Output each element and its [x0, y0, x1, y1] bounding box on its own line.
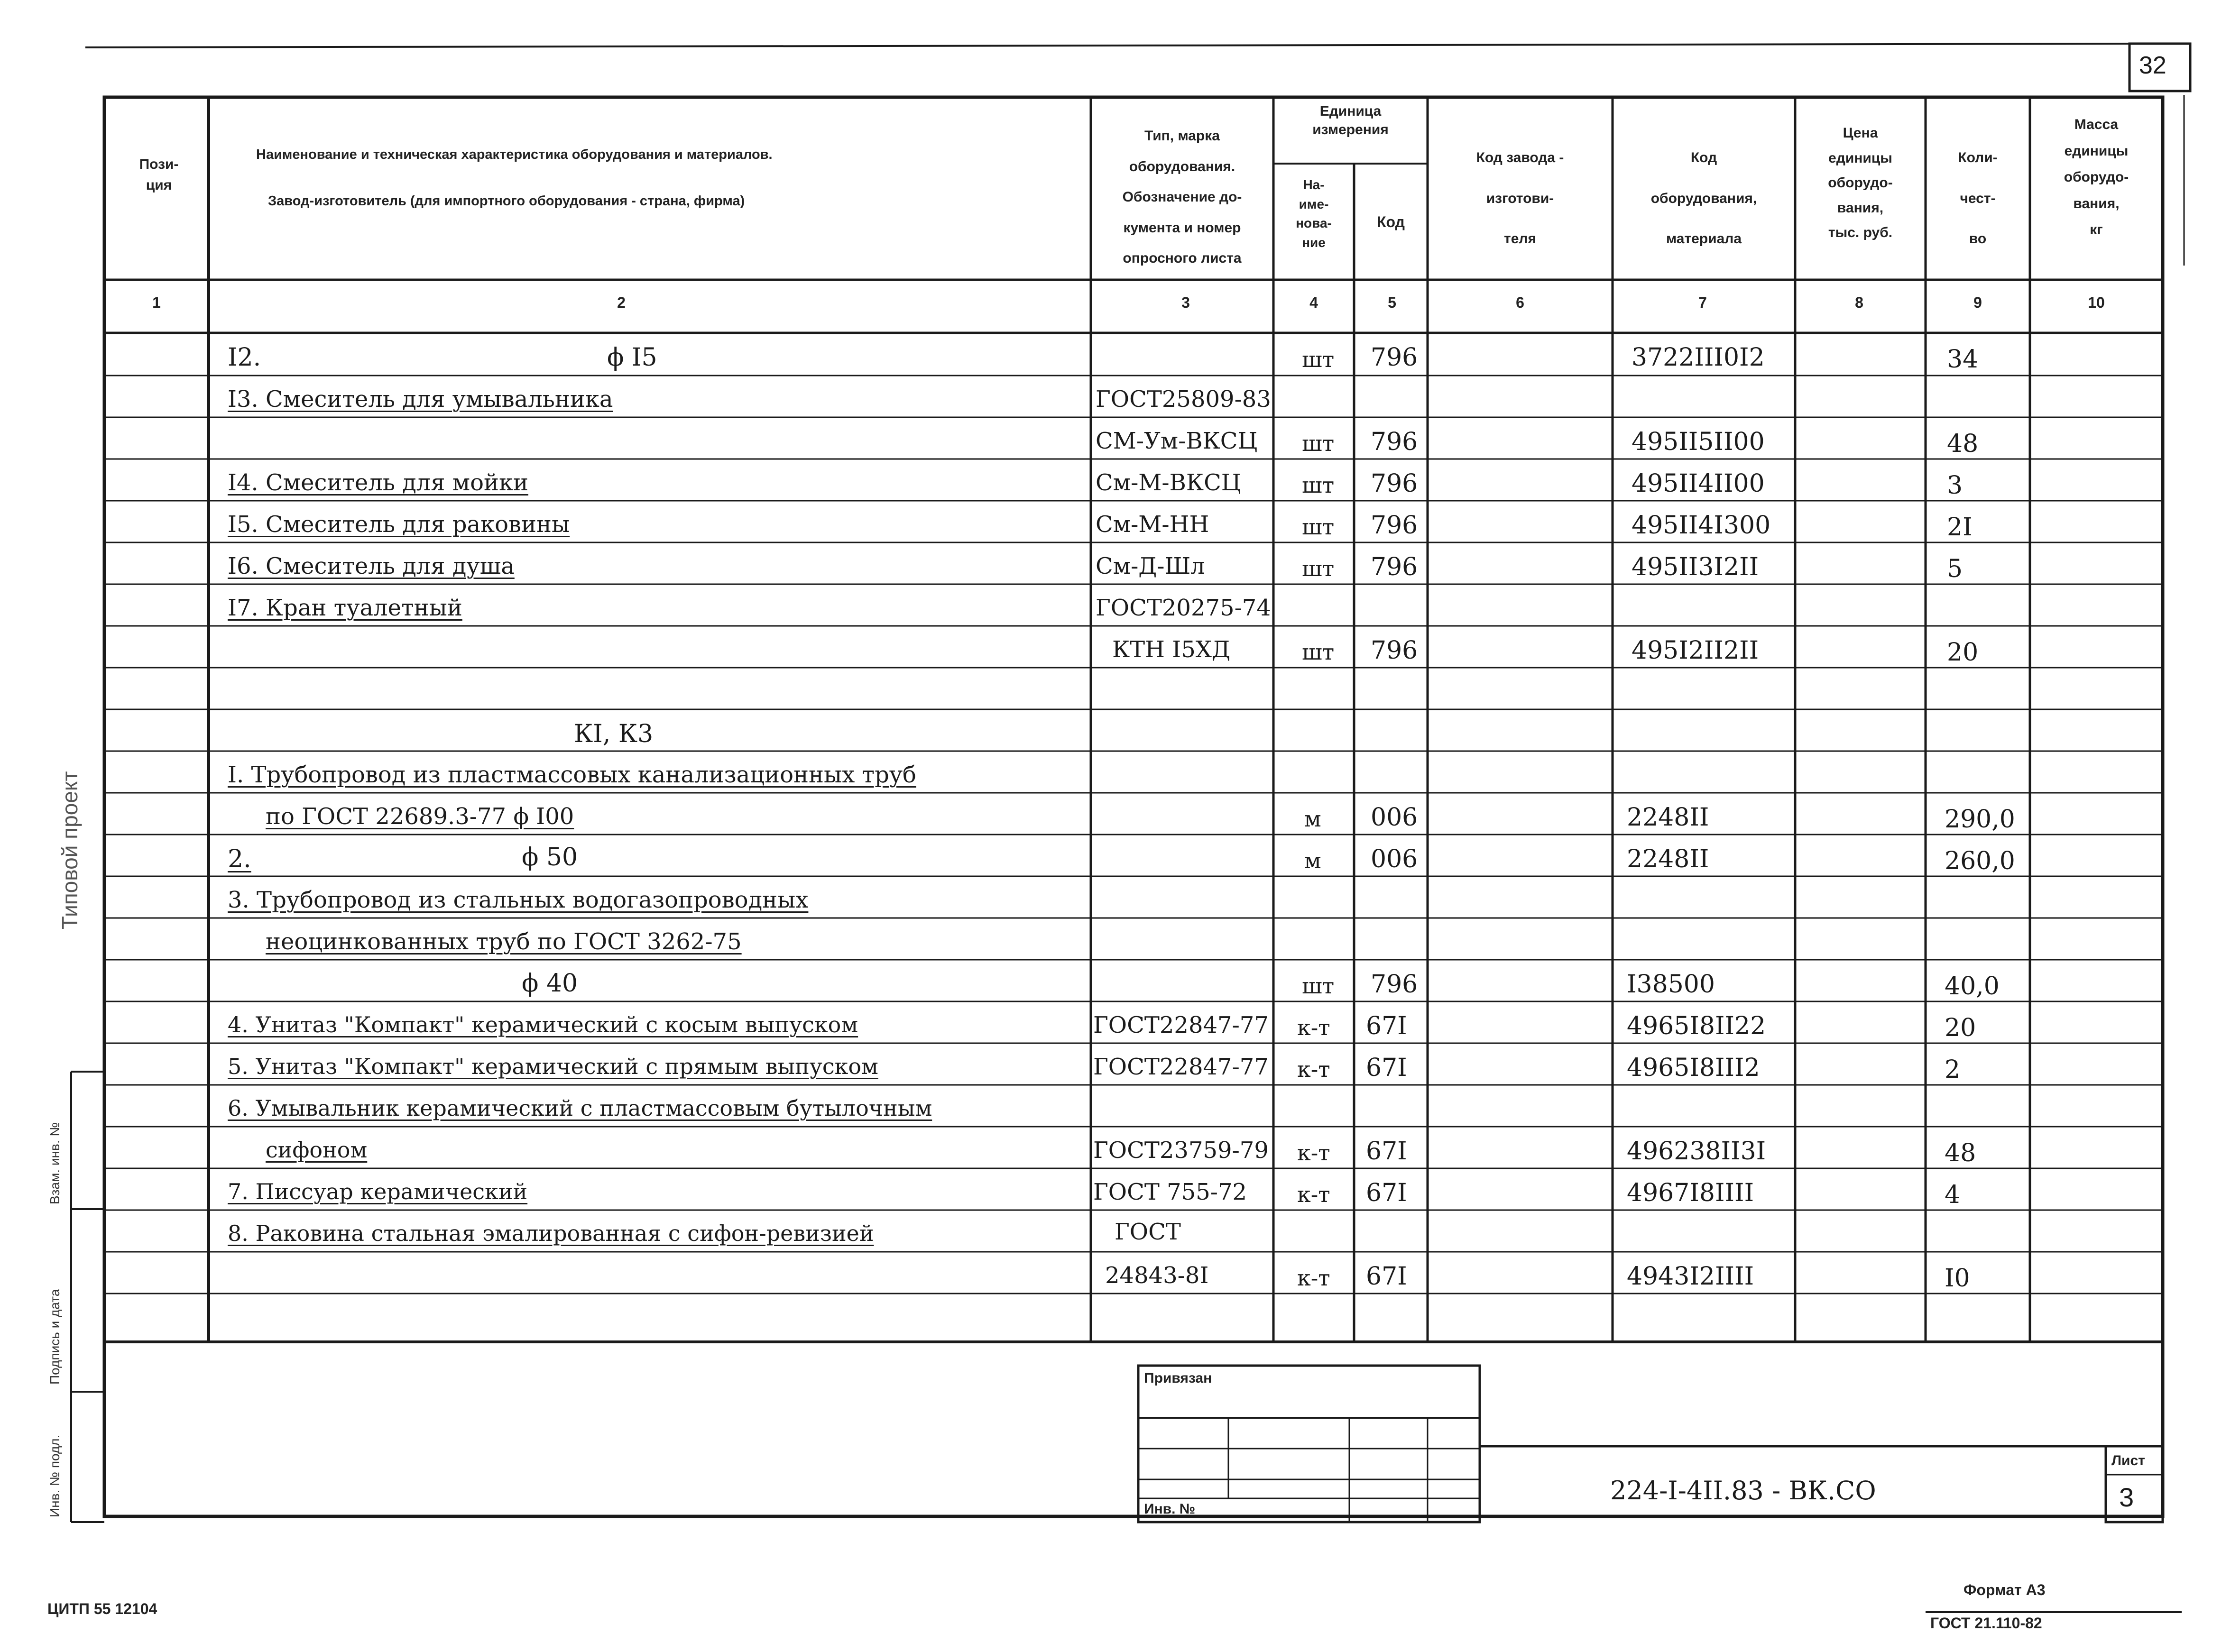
row-name: 7. Писсуар керамический — [228, 1179, 528, 1204]
row-name: по ГОСТ 22689.3-77 ϕ I00 — [266, 803, 574, 830]
row-quantity: 2 — [1945, 1055, 1961, 1084]
row-equipment-code: 2248II — [1627, 803, 1709, 832]
row-name: I2. — [228, 343, 261, 372]
row-name-dn: ϕ 50 — [522, 843, 578, 872]
row-unit-code: 006 — [1371, 803, 1418, 832]
row-type: См-М-НН — [1096, 511, 1209, 538]
col-number: 5 — [1388, 294, 1396, 311]
row-unit: к-т — [1297, 1182, 1330, 1207]
header-quantity: Коли- чест- во — [1958, 150, 1998, 247]
page-number: 32 — [2139, 52, 2166, 79]
row-quantity: I0 — [1945, 1264, 1970, 1293]
row-quantity: 20 — [1947, 638, 1979, 667]
row-type: 24843-8I — [1105, 1262, 1209, 1289]
header-equipment-code: Код оборудования, материала — [1650, 150, 1757, 247]
row-unit-code: 67I — [1366, 1012, 1407, 1040]
row-name: I7. Кран туалетный — [228, 595, 462, 621]
row-name: 3. Трубопровод из стальных водогазопроводных — [228, 887, 809, 913]
col-number: 1 — [152, 294, 161, 311]
row-unit: шт — [1302, 431, 1335, 456]
side-inv-podl: Инв. № подл. — [47, 1434, 62, 1517]
header-unit-code: Код — [1377, 213, 1405, 230]
row-name: I6. Смеситель для душа — [228, 553, 515, 579]
row-unit: шт — [1302, 472, 1335, 498]
row-quantity: 48 — [1945, 1139, 1976, 1167]
side-project-title: Типовой проект — [57, 771, 82, 929]
stamp-inv-no: Инв. № — [1144, 1501, 1196, 1517]
row-unit: шт — [1302, 514, 1335, 540]
col-number: 6 — [1516, 294, 1524, 311]
row-quantity: 4 — [1945, 1181, 1961, 1209]
col-number: 8 — [1855, 294, 1863, 311]
row-quantity: 260,0 — [1945, 847, 2015, 875]
row-equipment-code: 4965I8II22 — [1627, 1012, 1766, 1040]
side-podpis: Подпись и дата — [47, 1289, 62, 1385]
row-name: сифоном — [266, 1137, 368, 1163]
row-unit-code: 67I — [1366, 1054, 1407, 1082]
row-unit: шт — [1302, 973, 1335, 999]
document-code: 224-I-4II.83 - ВК.СО — [1610, 1476, 1876, 1505]
row-type: ГОСТ 755-72 — [1093, 1179, 1247, 1205]
row-type: ГОСТ20275-74 — [1096, 595, 1271, 621]
row-equipment-code: 4965I8III2 — [1627, 1054, 1760, 1082]
row-type: ГОСТ — [1115, 1219, 1181, 1245]
header-name-line1: Наименование и техническая характеристика оборудования и материалов. — [256, 147, 773, 162]
row-name: 2. — [228, 845, 251, 873]
row-unit: к-т — [1297, 1015, 1330, 1040]
header-price: Цена единицы оборудо- вания, тыс. руб. — [1828, 125, 1893, 240]
row-equipment-code: 495II3I2II — [1632, 553, 1759, 581]
header-unit-group: Единица измерения — [1312, 103, 1389, 138]
row-unit-code: 796 — [1371, 428, 1418, 456]
row-unit-code: 67I — [1366, 1179, 1407, 1207]
row-name: 6. Умывальник керамический с пластмассовым бутылочным — [228, 1095, 932, 1121]
col-number: 2 — [617, 294, 626, 311]
row-unit-code: 796 — [1371, 970, 1418, 999]
row-equipment-code: 2248II — [1627, 845, 1709, 873]
row-quantity: 40,0 — [1945, 972, 2000, 1000]
row-equipment-code: 496238II3I — [1627, 1137, 1766, 1166]
sheet-label: Лист — [2111, 1453, 2145, 1468]
row-equipment-code: I38500 — [1627, 970, 1715, 999]
row-unit-code: 796 — [1371, 469, 1418, 498]
header-mass: Масса единицы оборудо- вания, кг — [2064, 117, 2129, 238]
row-unit-code: 796 — [1371, 343, 1418, 372]
row-unit: шт — [1302, 556, 1335, 581]
row-name: неоцинкованных труб по ГОСТ 3262-75 — [266, 928, 742, 955]
section-title: КI, К3 — [574, 720, 654, 748]
row-unit: шт — [1302, 639, 1335, 665]
row-name: 4. Унитаз "Компакт" керамический с косым выпуском — [228, 1012, 858, 1037]
row-unit-code: 006 — [1371, 845, 1418, 873]
col-number: 4 — [1309, 294, 1318, 311]
footer-format: Формат А3 — [1963, 1581, 2046, 1598]
row-name: 5. Унитаз "Компакт" керамический с прямым выпуском — [228, 1054, 878, 1079]
row-type: СМ-Ум-ВКСЦ — [1096, 428, 1258, 454]
row-unit: к-т — [1297, 1140, 1330, 1166]
row-quantity: 290,0 — [1945, 805, 2015, 834]
col-number: 7 — [1698, 294, 1707, 311]
row-name-dn: ϕ 40 — [522, 969, 578, 998]
row-unit: шт — [1302, 347, 1335, 372]
col-number: 9 — [1973, 294, 1982, 311]
footer-gost: ГОСТ 21.110-82 — [1930, 1615, 2042, 1632]
row-unit-code: 796 — [1371, 636, 1418, 665]
col-number: 3 — [1181, 294, 1190, 311]
row-quantity: 34 — [1947, 345, 1979, 374]
row-type: ГОСТ25809-83 — [1096, 386, 1271, 413]
row-type: ГОСТ22847-77 — [1093, 1054, 1269, 1080]
row-equipment-code: 495II4II00 — [1632, 469, 1765, 498]
row-name: I3. Смеситель для умывальника — [228, 386, 613, 413]
row-type: См-М-ВКСЦ — [1096, 469, 1241, 496]
row-unit-code: 67I — [1366, 1137, 1407, 1166]
row-name-dn: ϕ I5 — [607, 343, 657, 372]
row-name: I5. Смеситель для раковины — [228, 511, 570, 538]
row-equipment-code: 495II5II00 — [1632, 428, 1765, 456]
stamp-privyazan: Привязан — [1144, 1370, 1212, 1386]
row-quantity: 3 — [1947, 471, 1963, 500]
row-name: I. Трубопровод из пластмассовых канализационных труб — [228, 762, 916, 788]
row-equipment-code: 3722III0I2 — [1632, 343, 1765, 372]
sheet-number: 3 — [2119, 1482, 2134, 1512]
row-equipment-code: 495I2II2II — [1632, 636, 1759, 665]
row-quantity: 20 — [1945, 1014, 1976, 1042]
header-factory-code: Код завода - изготови- теля — [1476, 150, 1564, 247]
row-type: КТН I5ХД — [1112, 636, 1230, 663]
row-equipment-code: 495II4I300 — [1632, 511, 1771, 540]
row-unit-code: 796 — [1371, 511, 1418, 540]
row-unit-code: 67I — [1366, 1262, 1407, 1291]
header-type-mark: Тип, марка оборудования. Обозначение до- кумента и номер опросного листа — [1122, 128, 1242, 266]
row-type: ГОСТ23759-79 — [1093, 1137, 1269, 1164]
row-name: I4. Смеситель для мойки — [228, 469, 529, 496]
header-name-line2: Завод-изготовитель (для импортного оборудования - страна, фирма) — [268, 193, 745, 209]
col-number: 10 — [2088, 294, 2105, 311]
row-quantity: 5 — [1947, 555, 1963, 583]
footer-left: ЦИТП 55 12104 — [47, 1600, 157, 1617]
row-unit: м — [1304, 806, 1321, 832]
row-type: ГОСТ22847-77 — [1093, 1012, 1269, 1038]
row-equipment-code: 4943I2IIII — [1627, 1262, 1754, 1291]
row-unit: м — [1304, 848, 1321, 873]
header-unit-name: На- име- нова- ние — [1296, 177, 1332, 250]
row-quantity: 48 — [1947, 430, 1979, 458]
side-inv-zam: Взам. инв. № — [47, 1122, 62, 1204]
row-unit: к-т — [1297, 1265, 1330, 1291]
row-unit: к-т — [1297, 1056, 1330, 1082]
row-equipment-code: 4967I8IIII — [1627, 1179, 1754, 1207]
row-quantity: 2I — [1947, 513, 1973, 541]
row-type: См-Д-Шл — [1096, 553, 1205, 579]
header-position: Пози- ция — [139, 156, 179, 193]
row-unit-code: 796 — [1371, 553, 1418, 581]
row-name: 8. Раковина стальная эмалированная с сифон-ревизией — [228, 1221, 874, 1246]
